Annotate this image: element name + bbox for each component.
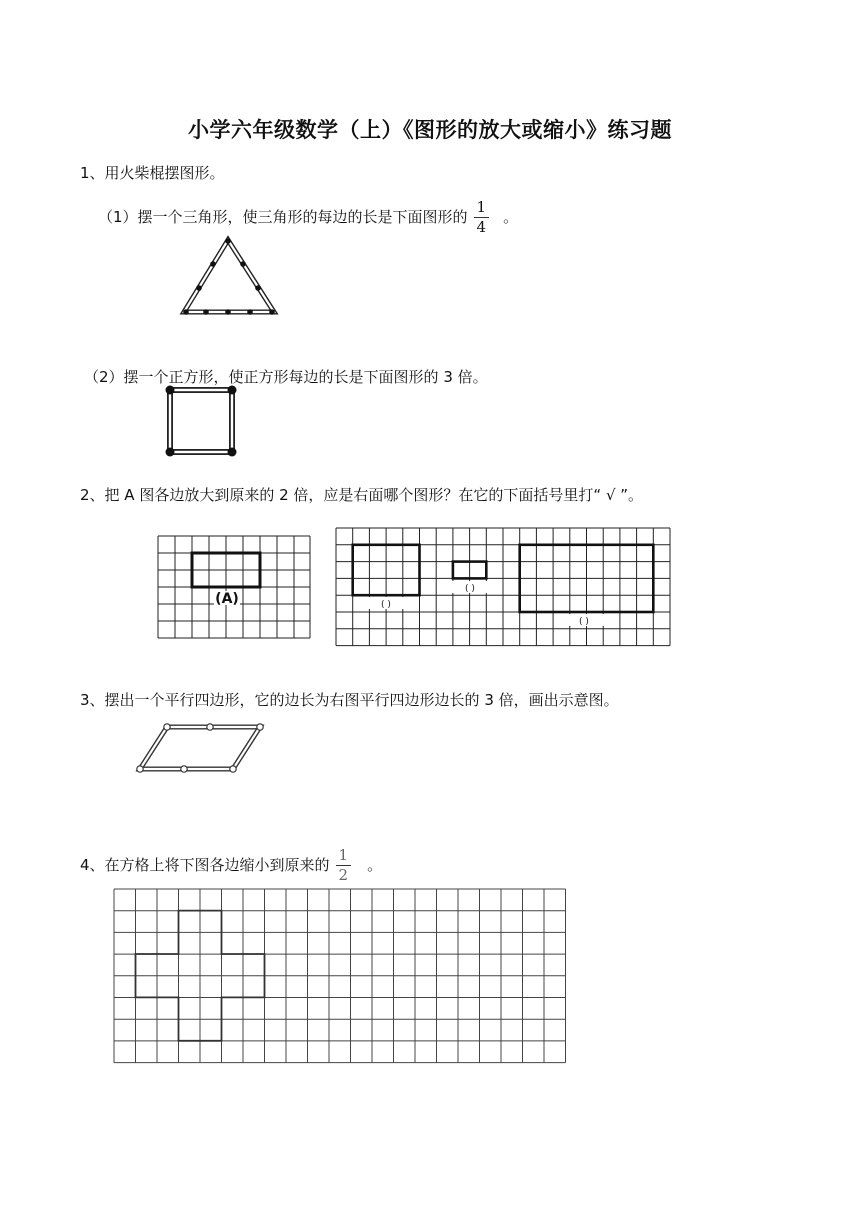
fraction-denominator: 2 — [336, 865, 352, 883]
matchstick-square-figure — [164, 384, 238, 458]
answer-bracket-3[interactable]: ( ) — [579, 617, 589, 627]
fraction-one-half — [336, 848, 352, 883]
grid-figure-a — [158, 536, 310, 640]
question-1-part-1-suffix: 。 — [503, 208, 519, 226]
grid-candidate-figures — [336, 528, 672, 648]
question-2-text: 2、把 A 图各边放大到原来的 2 倍，应是右面哪个图形？在它的下面括号里打“ √ ”。 — [80, 486, 644, 504]
answer-bracket-2[interactable]: ( ) — [465, 584, 475, 594]
fraction-one-quarter — [474, 200, 490, 235]
question-4-suffix: 。 — [367, 856, 383, 874]
matchstick-parallelogram-figure — [134, 722, 264, 774]
grid-cross-figure[interactable] — [114, 889, 568, 1065]
question-4-prefix: 4、在方格上将下图各边缩小到原来的 — [80, 856, 330, 874]
matchstick-triangle-figure — [180, 236, 280, 318]
question-1-text: 1、用火柴棍摆图形。 — [80, 164, 225, 182]
answer-bracket-1[interactable]: ( ) — [381, 600, 391, 610]
question-3-text: 3、摆出一个平行四边形，它的边长为右图平行四边形边长的 3 倍，画出示意图。 — [80, 691, 619, 709]
shape-a-label: (A) — [215, 591, 239, 607]
question-1-part-1 — [98, 200, 518, 235]
fraction-denominator: 4 — [474, 217, 490, 235]
page-title: 小学六年级数学（上）《图形的放大或缩小》练习题 — [188, 118, 672, 142]
question-1-part-1-prefix: （1）摆一个三角形，使三角形的每边的长是下面图形的 — [98, 208, 468, 226]
fraction-numerator: 1 — [476, 198, 487, 216]
question-1-part-2: （2）摆一个正方形，使正方形每边的长是下面图形的 3 倍。 — [84, 368, 488, 386]
fraction-numerator: 1 — [338, 846, 349, 864]
question-4-text — [80, 848, 382, 883]
